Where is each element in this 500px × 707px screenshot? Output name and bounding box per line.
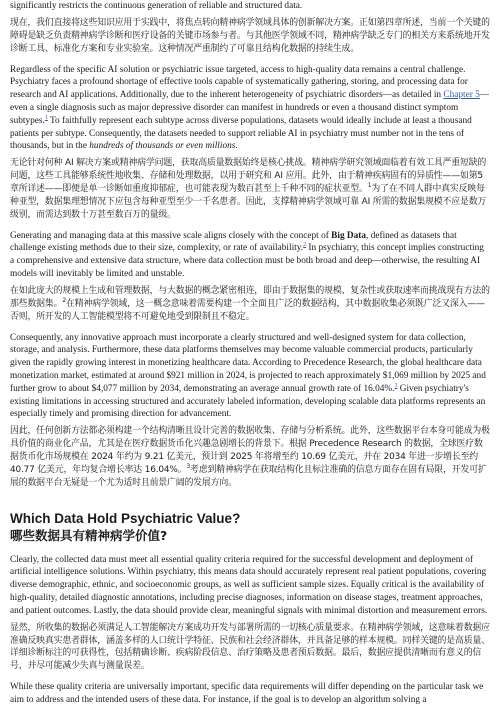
footnote-ref[interactable]: 2 xyxy=(303,242,307,249)
text: To faithfully represent each subtype across diverse populations, datasets would ideally include at least a thousand patients per subtype. Consequently, the datasets needed to support reliable AI in psychiatry must number not in the tens of thousands, but in the xyxy=(10,115,472,152)
paragraph-en xyxy=(10,681,490,707)
text: 考虑到精神病学在获取结构化且标注准确的信息方面存在固有局限，开发可扩展的数据平台无疑是一个尤为适时且前景广阔的发展方向。 xyxy=(10,464,487,488)
paragraph-en xyxy=(10,0,490,13)
paragraph-zh xyxy=(10,17,490,56)
paragraph-zh xyxy=(10,622,490,674)
paragraph-en xyxy=(10,554,490,618)
text: Consequently, any innovative approach must incorporate a clearly structured and well-designed system for data collection, storage, and analysis. Furthermore, these data platforms themselves may become valuable commercial products, particularly given the rapidly growing interest in monetizing healthcare data. According to Precedence Research, the global healthcare data monetization market, estimated at around $921 million in 2024, is projected to reach approximately $1,069 million by 2025 and further grow to about $4,077 million by 2034, demonstrating an average annual growth rate of 16.04%. xyxy=(10,332,486,394)
footnote-ref[interactable]: 1 xyxy=(44,114,48,121)
text: In psychiatry, this concept implies constructing a comprehensive and extensive data structure, where data collection must be both broad and deep—otherwise, the resulting AI models will inevitably be limited and unstable. xyxy=(10,243,484,280)
footnote-ref: 3 xyxy=(186,462,191,470)
footnote-ref: 1 xyxy=(367,181,372,189)
text: 在如此庞大的规模上生成和管理数据，与大数据的概念紧密相连，即由于数据集的规模、复杂性或获取速率而挑战现有方法的那些数据集。 xyxy=(10,285,490,309)
footnote-ref[interactable]: 3 xyxy=(394,382,398,389)
text: Clearly, the collected data must meet all essential quality criteria required for the successful development and deployment of artificial intelligence solutions. Within psychiatry, this means data should accurately represent real patient populations, covering diverse demographic, ethnic, and socioeconomic groups, as well as sufficient sample sizes. Equally critical is the availability of high-quality, detailed diagnostic annotations, including precise diagnoses, information on disease stages, treatment approaches, and patient outcomes. Lastly, the data should provide clear, meaningful signals with minimal distortion and measurement errors. xyxy=(10,554,488,616)
emphasis: hundreds of thousands or even millions xyxy=(89,141,236,152)
paragraph-zh xyxy=(10,285,490,324)
text: 显然，所收集的数据必须满足人工智能解决方案成功开发与部署所需的一切核心质量要求。在精神病学领域，这意味着数据应准确反映真实患者群体，涵盖多样的人口统计学特征、民族和社会经济群体，并具备足够的样本规模。同样关键的是高质量、详细诊断标注的可获得性，包括精确诊断、疾病阶段信息、治疗策略及患者预后数据。最后，数据应提供清晰而有意义的信号，并尽可能减少失真与测量误差。 xyxy=(10,622,490,672)
text: —even a single diagnosis such as major depressive disorder can manifest in hundreds or even a thousand distinct symptom subtypes. xyxy=(10,90,490,126)
text: 现在，我们直接将这些知识应用于实践中，将焦点转向精神病学领域具体的创新解决方案。正如第四章所述，当前一个关键的障碍是缺乏负责精神病学诊断和医疗设备的关键市场参与者。与其他医学领域不同，精神病学缺乏专门的相关方来系统地开发诊断工具、标准化方案和专业实验室。这种情况严重制约了可靠且结构化数据的持续生成。 xyxy=(10,17,490,54)
bold-term: Big Data xyxy=(331,230,367,241)
paragraph-en xyxy=(10,64,490,154)
text: 为了在不同人群中真实反映每种亚型，数据集理想情况下应包含每种亚型至少一千名患者。因此，支撑精神病学领域可靠 AI 所需的数据集规模不应是数万级别，而需达到数十万甚至数百万的量级。 xyxy=(10,183,487,220)
paragraph-zh xyxy=(10,157,490,222)
paragraph-en xyxy=(10,332,490,422)
section-heading-en: Which Data Hold Psychiatric Value? xyxy=(10,510,241,526)
text: significantly restricts the continuous generation of reliable and structured data. xyxy=(10,1,303,11)
text: Regardless of the specific AI solution or psychiatric issue targeted, access to high-quality data remains a central challenge. Psychiatry faces a profound shortage of effective tools capable of systematically gathering, storing, and processing data for research and AI applications. Additionally, due to the inherent heterogeneity of psychiatric disorders—as detailed in xyxy=(10,64,468,101)
text: . xyxy=(235,141,238,152)
text: Given psychiatry's existing limitations in accessing structured and accurately labeled information, developing scalable data platforms represents an especially timely and promising direction for advancement. xyxy=(10,383,486,420)
paragraph-zh xyxy=(10,425,490,490)
text: 因此，任何创新方法都必须构建一个结构清晰且设计完善的数据收集、存储与分析系统。此外，这些数据平台本身可能成为极具价值的商业化产品，尤其是在医疗数据货币化兴趣急剧增长的背景下。根据 Precedence Research 的数据，全球医疗数据货币化市场规模在 2024 年约为 9.21 亿美元，预计到 2025 年将增至约 10.69 亿美元，并在 2034 年进一步增长至约 40.77 亿美元，年均复合增长率达 16.04%。 xyxy=(10,426,490,475)
text: , defined as datasets that challenge existing methods due to their size, complexity, or rate of availability. xyxy=(10,230,457,254)
text: Generating and managing data at this massive scale aligns closely with the concept of xyxy=(10,230,332,241)
paragraph-en xyxy=(10,230,490,281)
chapter-link[interactable]: Chapter 5 xyxy=(443,90,480,101)
text: 在精神病学领域，这一概念意味着需要构建一个全面且广泛的数据结构，其中数据收集必须既广泛又深入——否则，所开发的人工智能模型将不可避免地受到限制且不稳定。 xyxy=(10,298,485,322)
text: While these quality criteria are universally important, specific data requirements will differ depending on the particular task we aim to address and the intended users of these data. For instance, if the goal is to develop an algorithm solving a xyxy=(10,682,484,706)
section-heading-zh: 哪些数据具有精神病学价值? xyxy=(10,527,168,543)
text: 无论针对何种 AI 解决方案或精神病学问题，获取高质量数据始终是核心挑战。精神病学研究领域面临着有效工具严重短缺的问题，这些工具能够系统性地收集、存储和处理数据，以用于研究和 AI 应用。此外，由于精神疾病固有的异质性——如第5章所详述——即便是单一诊断如重度抑郁症，也可能表现为数百甚至上千种不同的症状亚型。 xyxy=(10,158,487,194)
footnote-ref: 2 xyxy=(62,296,67,304)
